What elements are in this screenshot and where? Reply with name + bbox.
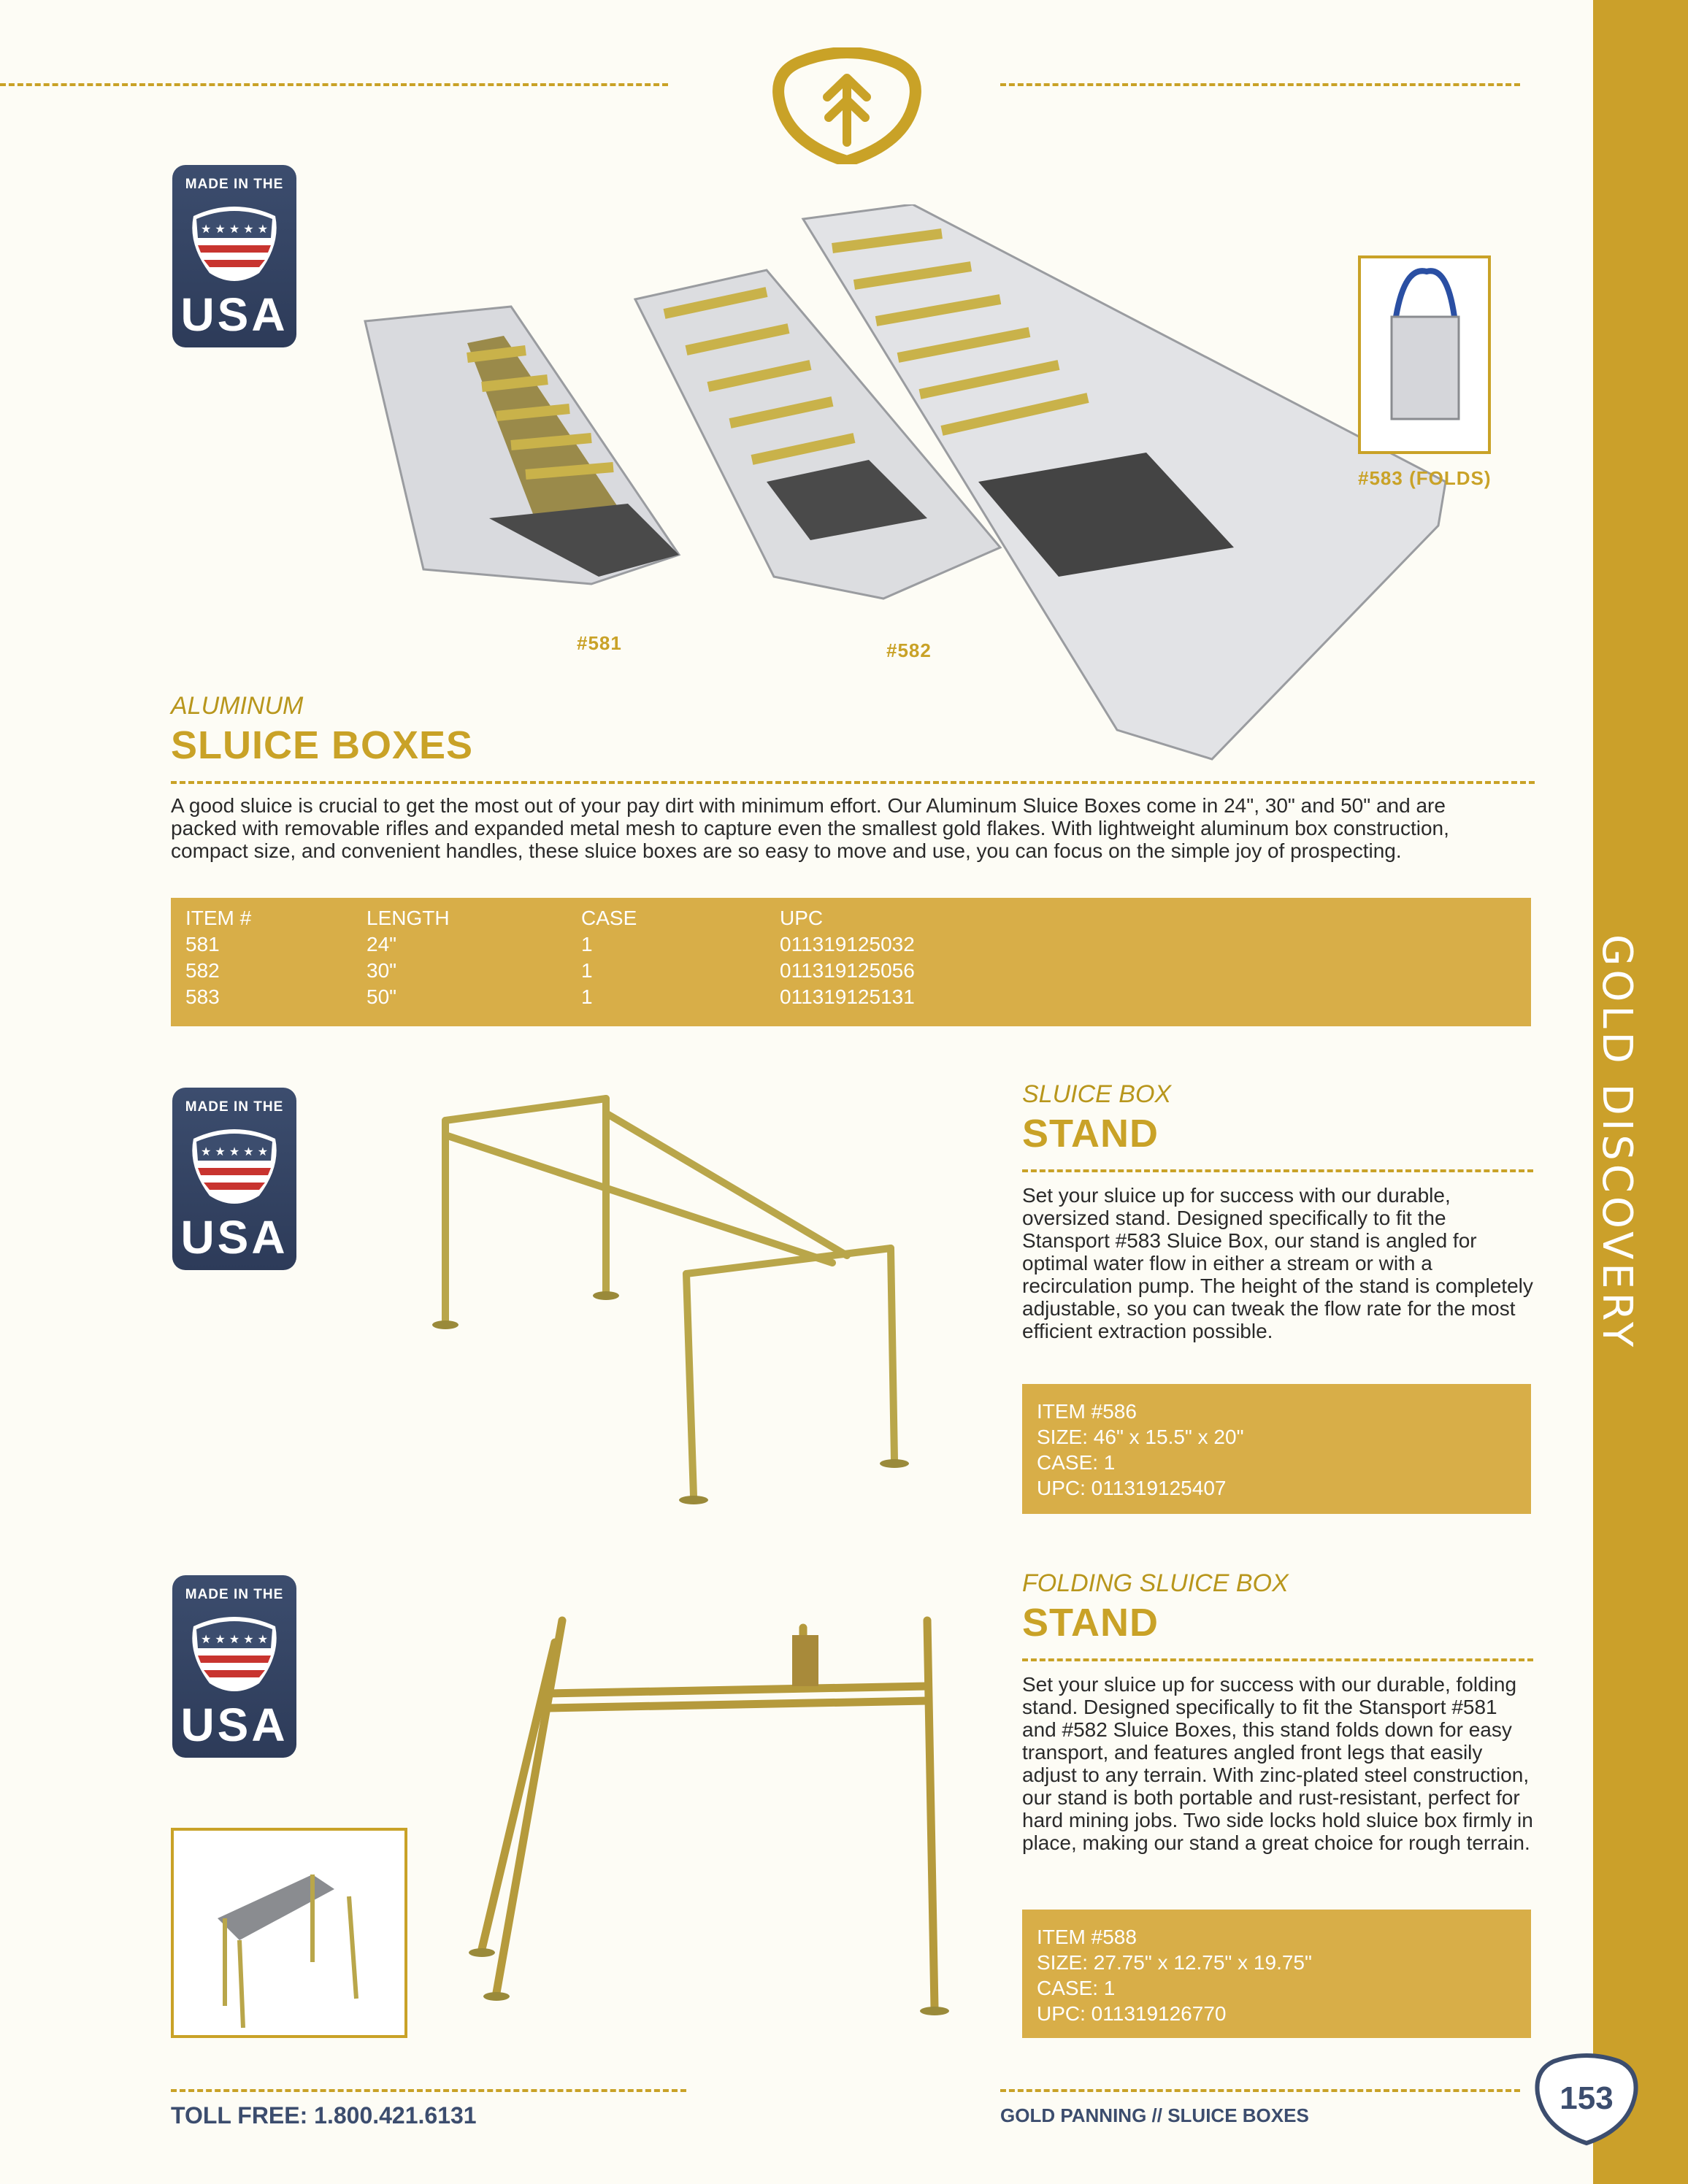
page-number: 153 [1560, 2080, 1614, 2116]
table-header-item: ITEM # [185, 907, 252, 929]
sluice-boxes-kicker: ALUMINUM [171, 692, 304, 720]
table-header-case: CASE [581, 907, 637, 929]
table-cell: 583 [185, 985, 220, 1008]
stand-spec-size: SIZE: 46" x 15.5" x 20" [1037, 1426, 1244, 1448]
badge-made-label: MADE IN THE [185, 1587, 284, 1602]
top-rule-left [0, 83, 668, 86]
made-in-usa-badge [172, 165, 296, 347]
footer-rule-left [171, 2089, 686, 2092]
folding-stand-spec-case: CASE: 1 [1037, 1977, 1116, 1999]
table-cell: 1 [581, 933, 593, 956]
badge-made-label: MADE IN THE [185, 1099, 284, 1115]
svg-text:★ ★ ★ ★ ★: ★ ★ ★ ★ ★ [200, 1632, 269, 1646]
table-cell: 011319125056 [780, 959, 915, 982]
arrow-tree-logo-icon [770, 47, 924, 164]
svg-text:★ ★ ★ ★ ★: ★ ★ ★ ★ ★ [200, 222, 269, 236]
footer-rule-right [1000, 2089, 1520, 2092]
sluice-boxes-photo [358, 204, 1468, 774]
table-cell: 1 [581, 959, 593, 982]
svg-text:★ ★ ★ ★ ★: ★ ★ ★ ★ ★ [200, 1145, 269, 1158]
sluice-boxes-table [171, 898, 1531, 1026]
table-cell: 011319125131 [780, 985, 915, 1008]
folding-stand-description: Set your sluice up for success with our durable, folding stand. Designed specifically to fit the Stansport #581 and #582 Sluice Boxes, this stand folds down for easy transport, and features angled front legs that easily adjust to any terrain. With zinc-plated steel construction, our stand is both portable and rust-resistant, perfect for hard mining jobs. Two side locks hold sluice box firmly in place, making our stand a great choice for rough terrain. [1022, 1673, 1533, 1854]
table-cell: 30" [367, 959, 397, 982]
badge-made-label: MADE IN THE [185, 177, 284, 192]
caption-583: #583 (FOLDS) [1358, 467, 1492, 489]
folding-stand-kicker: FOLDING SLUICE BOX [1022, 1569, 1289, 1597]
stand-description: Set your sluice up for success with our durable, oversized stand. Designed specifically to fit the Stansport #583 Sluice Box, our stand is angled for optimal water flow in either a stream or with a recirculation pump. The height of the stand is completely adjustable, so you can tweak the flow rate for the most efficient extraction possible. [1022, 1184, 1533, 1342]
stand-spec-upc: UPC: 011319125407 [1037, 1477, 1227, 1499]
badge-usa-label: USA [180, 1699, 288, 1751]
table-cell: 50" [367, 985, 397, 1008]
stand-heading: STAND [1022, 1112, 1159, 1156]
footer-section-label: GOLD PANNING // SLUICE BOXES [1000, 2104, 1309, 2126]
table-cell: 582 [185, 959, 220, 982]
folded-sluice-inset [1358, 255, 1491, 454]
stand-spec-case: CASE: 1 [1037, 1451, 1116, 1474]
usa-flag-badge-icon [186, 1610, 283, 1696]
made-in-usa-badge [172, 1088, 296, 1270]
sluice-boxes-rule [171, 781, 1535, 784]
folding-stand-heading: STAND [1022, 1601, 1159, 1645]
table-cell: 24" [367, 933, 397, 956]
top-rule-right [1000, 83, 1520, 86]
usa-flag-badge-icon [186, 1123, 283, 1209]
folding-stand-spec-upc: UPC: 011319126770 [1037, 2002, 1227, 2025]
folding-stand-spec-size: SIZE: 27.75" x 12.75" x 19.75" [1037, 1951, 1312, 1974]
stand-spec-box [1022, 1384, 1531, 1514]
folding-stand-spec-item: ITEM #588 [1037, 1926, 1137, 1948]
table-cell: 011319125032 [780, 933, 915, 956]
table-header-length: LENGTH [367, 907, 450, 929]
caption-581: #581 [577, 632, 622, 654]
folding-stand-spec-box [1022, 1910, 1531, 2038]
made-in-usa-badge [172, 1575, 296, 1758]
table-cell: 581 [185, 933, 220, 956]
caption-582: #582 [886, 639, 932, 661]
toll-free-number: TOLL FREE: 1.800.421.6131 [171, 2102, 477, 2129]
sluice-boxes-heading: SLUICE BOXES [171, 723, 474, 767]
sluice-boxes-description: A good sluice is crucial to get the most out of your pay dirt with minimum effort. Our Aluminum Sluice Boxes come in 24", 30" and 50" and are packed with removable rifles and expanded metal mesh to capture even the smallest gold flakes. With lightweight aluminum box construction, compact size, and convenient handles, these sluice boxes are so easy to move and use, you can focus on the simple joy of prospecting. [171, 794, 1449, 862]
folding-stand-inset [171, 1828, 407, 2038]
table-cell: 1 [581, 985, 593, 1008]
folding-stand-rule [1022, 1658, 1533, 1661]
badge-usa-label: USA [180, 288, 288, 341]
table-header-upc: UPC [780, 907, 824, 929]
stand-kicker: SLUICE BOX [1022, 1080, 1172, 1108]
stand-spec-item: ITEM #586 [1037, 1400, 1137, 1423]
sluice-stand-photo [423, 1080, 935, 1511]
stand-rule [1022, 1169, 1533, 1172]
folding-stand-photo [460, 1613, 971, 2022]
sidebar-label: GOLD DISCOVERY [1593, 934, 1641, 1351]
badge-usa-label: USA [180, 1211, 288, 1264]
usa-flag-badge-icon [186, 200, 283, 286]
